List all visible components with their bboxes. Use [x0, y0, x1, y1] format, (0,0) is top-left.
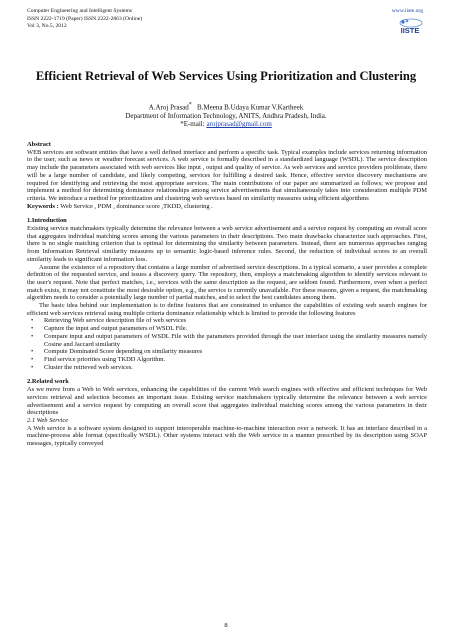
introduction-paragraph-2: Assume the existence of a repository that contains a large number of advertised service descriptions. In a typical scenario, a user provides a complete definition of the requested service, and issues a discovery query. The repository, then, employs a matchmaking algorithm to identify services relevant to the user's request. Note that perfect matches, i.e., services with the same description as the request, are seldom found. Furthermore, even when a perfect match exists, it may not constitute the most desirable option, e.g., the service is currently unavailable. For these reasons, given a request, the matchmaking algorithm needs to consider a potentially large number of partial matches, and to select the best candidates among them.: [27, 263, 427, 302]
list-item: • Compare input and output parameters of WSDL File with the parameters provided through the user interface using the similarity measures namely Cosine and Jaccard similarity: [31, 332, 427, 348]
bullet-icon: •: [31, 363, 34, 371]
first-author: A.Aroj Prasad: [148, 103, 189, 112]
bullet-icon: •: [31, 325, 34, 333]
related-work-paragraph-1: As we move from a Web to Web services, enhancing the capabilities of the current Web search engines with effective and efficient techniques for Web services retrieval and selection becomes an important issue. Existing service matchmakers typically determine the relevance between a web service advertisement and a service request by computing an overall score that aggregates individual matching scores among the various parameters in their descriptions: [27, 386, 427, 417]
svg-text:IISTE: IISTE: [400, 26, 420, 35]
author-affiliation: Department of Information Technology, ANITS, Andhra Pradesh, India.: [125, 111, 327, 120]
introduction-heading: 1.Introduction: [27, 217, 67, 225]
introduction-paragraph-1: Existing service matchmakers typically determine the relevance between a web service advertisement and a service request by computing an overall score that aggregates individual matching scores among the various parameters in their descriptions. Two main drawbacks characterize such approaches. First, there is no single matching criterion that is optimal for determining the similarity between parameters. Instead, there are numerous approaches ranging from Information Retrieval similarity measures up to semantic logic-based inference rules. Second, the reduction of individual scores to an overall similarity leads to significant information loss.: [27, 225, 427, 263]
list-item: • Find service priorities using TKDD Algorithm.: [31, 355, 166, 363]
journal-info: [27, 8, 425, 31]
journal-header: [27, 8, 425, 35]
list-item: • Retrieving Web service description file of web services: [31, 317, 187, 325]
co-authors: B.Meena B.Udaya Kumar V.Kartheek: [196, 103, 304, 112]
keywords-text: Web Service , PDM , dominance score ,TKDD, clustering .: [60, 202, 213, 210]
author-email-line: [30, 120, 422, 128]
paper-title: Efficient Retrieval of Web Services Using Prioritization and Clustering: [35, 69, 417, 83]
related-work-paragraph-2: A Web service is a software system designed to support interoperable machine-to-machine interaction over a network. It has an interface described in a machine-process able format (specifically WSDL). Other systems interact with the Web service in a manner prescribed by its description using SOAP messages, typically conveyed: [27, 424, 427, 448]
keywords-label: Keywords :: [27, 202, 61, 210]
journal-name: Computer Engineering and Intelligent Systems: [27, 8, 133, 14]
abstract-section: [27, 141, 427, 448]
corresponding-mark: *: [188, 102, 192, 108]
journal-website-link[interactable]: www.iiste.org: [391, 8, 423, 14]
iiste-logo: [397, 18, 423, 35]
email-label: *E-mail:: [180, 120, 207, 129]
list-item: • Capture the input and output parameters of WSDL File.: [31, 325, 188, 333]
bullet-icon: •: [31, 355, 34, 363]
bullet-icon: •: [31, 348, 34, 356]
bullet-icon: •: [31, 317, 34, 325]
list-item: • Compute Dominated Score depending on similarity measures: [31, 348, 203, 356]
author-block: [30, 101, 422, 129]
bullet-icon: •: [31, 332, 34, 340]
author-email-link[interactable]: arojprasad@gmail.com: [206, 120, 272, 129]
abstract-text: WEB services are software entities that have a well defined interface and perform a specific task. Typical examples include services returning information to the user, such as news or weather forecast services. A web service is formally described in a standardized language (WSDL). The service description may include the parameters associated with web services like input , output and quality of service. As web services and service providers proliferate, there will be a large number of candidate, and likely competing, services for fulfilling a desired task. Hence, effective service discovery mechanisms are required for identifying and retrieving the most appropriate services. The main contributions of our paper are summarized as follows; we propose and implement a method for determining dominance relationships among service advertisements that simultaneously takes into consideration multiple PDM criteria. We introduce a method for prioritization and clustering web services based on similarity measures using efficient algorithms: [27, 148, 427, 202]
journal-volume: Vol 3, No.5, 2012: [27, 23, 67, 30]
feature-list: [27, 317, 427, 371]
abstract-heading: Abstract: [27, 141, 51, 148]
keywords-line: [27, 203, 427, 211]
web-service-subheading: 2.1 Web Service: [27, 416, 69, 424]
introduction-paragraph-3: The basic idea behind our implementation is to define features that are constrained to enhance the capabilities of existing web search engines for efficient web services retrieval using multiple criteria dominance relationship which is limited to provide the following features: [27, 302, 427, 317]
related-work-heading: 2.Related work: [27, 378, 69, 386]
author-names: [30, 101, 422, 112]
list-item: • Cluster the retrieved web services.: [31, 363, 133, 371]
page-number: 8: [224, 622, 228, 629]
journal-issn: ISSN 2222-1719 (Paper) ISSN 2222-2863 (Online): [27, 15, 143, 22]
